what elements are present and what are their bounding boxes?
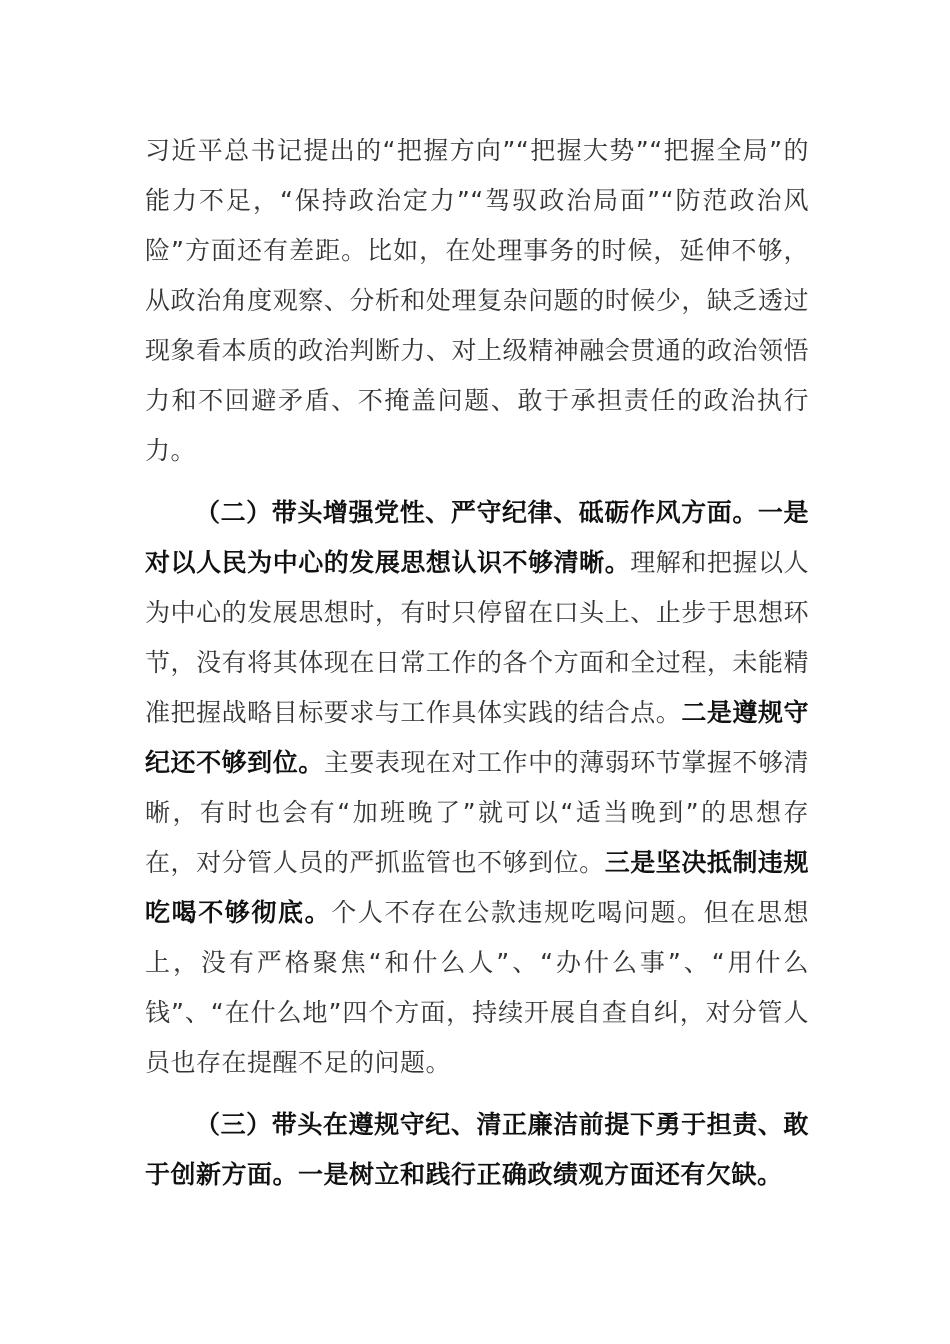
section-three-heading: （三）带头在遵规守纪、清正廉洁前提下勇于担责、敢于创新方面。一是树立和践行正确政绩观方面还有欠缺。	[145, 1110, 809, 1189]
document-page	[145, 126, 809, 1200]
section-two-heading: （二）带头增强党性、严守纪律、砥砺作风方面。一是对以人民为中心的发展思想认识不够清晰。	[145, 498, 809, 577]
section-two-text-3: 个人不存在公款违规吃喝问题。但在思想上，没有严格聚焦“和什么人”、“办什么事”、“用什么钱”、“在什么地”四个方面，持续开展自查自纠，对分管人员也存在提醒不足的问题。	[145, 898, 809, 1077]
paragraph-section-three	[145, 1100, 809, 1200]
paragraph-gap	[145, 476, 809, 488]
section-two-text-2: 主要表现在对工作中的薄弱环节掌握不够清晰，有时也会有“加班晚了”就可以“适当晚到”的思想存在，对分管人员的严抓监管也不够到位。	[145, 748, 809, 877]
section-two-text-1: 理解和把握以人为中心的发展思想时，有时只停留在口头上、止步于思想环节，没有将其体现在日常工作的各个方面和全过程，未能精准把握战略目标要求与工作具体实践的结合点。	[145, 548, 809, 727]
section-two-point-3: 三是坚决抵制违规吃喝不够彻底。	[145, 848, 809, 927]
paragraph-gap	[145, 1088, 809, 1100]
paragraph-political-ability	[145, 126, 809, 476]
section-two-point-2: 二是遵规守纪还不够到位。	[145, 698, 809, 777]
paragraph-section-two	[145, 488, 809, 1088]
paragraph-text: 习近平总书记提出的“把握方向”“把握大势”“把握全局”的能力不足，“保持政治定力”“驾驭政治局面”“防范政治风险”方面还有差距。比如，在处理事务的时候，延伸不够，从政治角度观察、分析和处理复杂问题的时候少，缺乏透过现象看本质的政治判断力、对上级精神融会贯通的政治领悟力和不回避矛盾、不掩盖问题、敢于承担责任的政治执行力。	[145, 136, 809, 465]
